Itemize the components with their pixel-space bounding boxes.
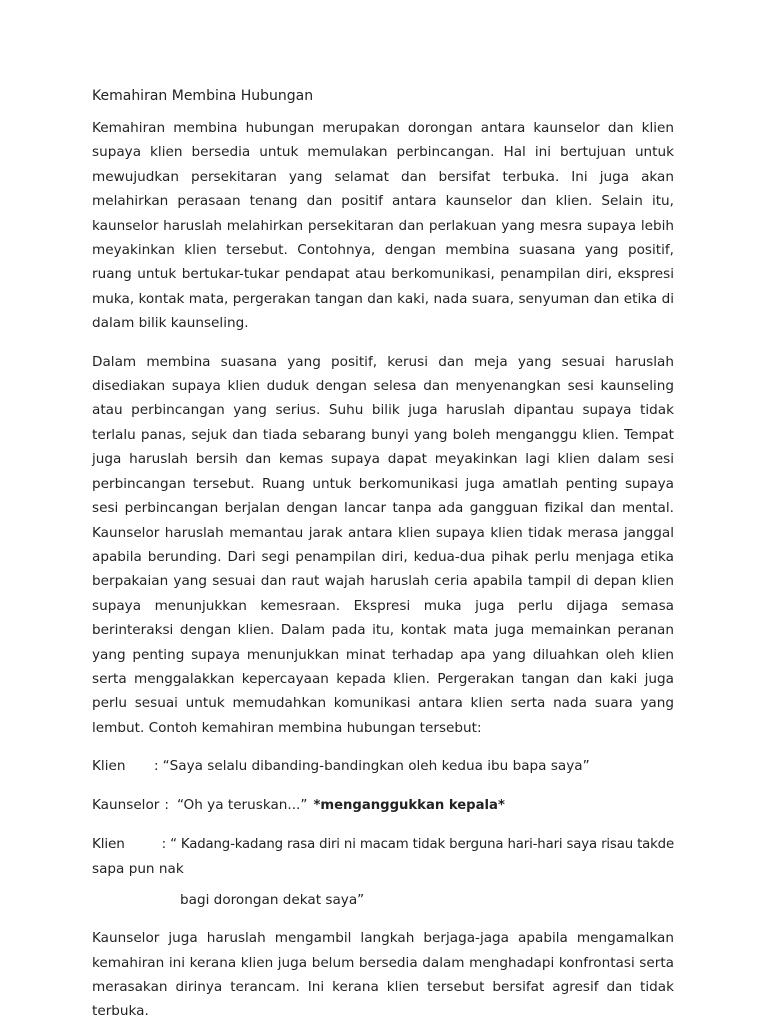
dialogue-text: “Oh ya teruskan...” bbox=[176, 796, 308, 813]
dialogue-continuation: sapa pun nak bbox=[92, 861, 184, 878]
dialogue-colon: : bbox=[161, 835, 167, 852]
dialogue-continuation-indented: bagi dorongan dekat saya” bbox=[180, 891, 365, 908]
dialogue-colon: : bbox=[154, 758, 159, 775]
dialogue-text: “ Kadang-kadang rasa diri ni macam tidak berguna hari-hari saya risau takde bbox=[170, 836, 674, 852]
dialogue-line-1 bbox=[92, 754, 674, 778]
document-title: Kemahiran Membina Hubungan bbox=[92, 88, 314, 104]
dialogue-speaker: Kaunselor bbox=[92, 796, 160, 813]
dialogue-line-3 bbox=[92, 832, 674, 882]
dialogue-action-emphasis: *menganggukkan kepala* bbox=[313, 797, 505, 813]
dialogue-speaker: Klien bbox=[92, 835, 125, 852]
paragraph-intro: Kemahiran membina hubungan merupakan dorongan antara kaunselor dan klien supaya klien bersedia untuk memulakan perbincangan. Hal ini bertujuan untuk mewujudkan persekitaran yang selamat dan bersifat terbuka. Ini juga akan melahirkan perasaan tenang dan positif antara kaunselor dan klien. Selain itu, kaunselor haruslah melahirkan persekitaran dan perlakuan yang mesra supaya lebih meyakinkan klien tersebut. Contohnya, dengan membina suasana yang positif, ruang untuk bertukar-tukar pendapat atau berkomunikasi, penampilan diri, ekspresi muka, kontak mata, pergerakan tangan dan kaki, nada suara, senyuman dan etika di dalam bilik kaunseling. bbox=[92, 120, 674, 332]
dialogue-line-2 bbox=[92, 793, 674, 818]
dialogue-speaker: Klien bbox=[92, 758, 126, 775]
dialogue-text: “Saya selalu dibanding-bandingkan oleh kedua ibu bapa saya” bbox=[162, 758, 590, 775]
dialogue-colon: : bbox=[164, 796, 169, 813]
paragraph-closing: Kaunselor juga haruslah mengambil langkah berjaga-jaga apabila mengamalkan kemahiran ini kerana klien juga belum bersedia dalam menghadapi konfrontasi serta merasakan dirinya terancam. Ini kerana klien tersebut bersifat agresif dan tidak terbuka. bbox=[92, 930, 674, 1020]
paragraph-body: Dalam membina suasana yang positif, kerusi dan meja yang sesuai haruslah disediakan supaya klien duduk dengan selesa dan menyenangkan sesi kaunseling atau perbincangan yang serius. Suhu bilik juga haruslah dipantau supaya tidak terlalu panas, sejuk dan tiada sebarang bunyi yang boleh menganggu klien. Tempat juga haruslah bersih dan kemas supaya dapat meyakinkan lagi klien dalam sesi perbincangan tersebut. Ruang untuk berkomunikasi juga amatlah penting supaya sesi perbincangan berjalan dengan lancar tanpa ada gangguan fizikal dan mental. Kaunselor haruslah memantau jarak antara klien supaya klien tidak merasa janggal apabila berunding. Dari segi penampilan diri, kedua-dua pihak perlu menjaga etika berpakaian yang sesuai dan raut wajah haruslah ceria apabila tampil di depan klien supaya menunjukkan kemesraan. Ekspresi muka juga perlu dijaga semasa berinteraksi dengan klien. Dalam pada itu, kontak mata juga memainkan peranan yang penting supaya menunjukkan minat terhadap apa yang diluahkan oleh klien serta menggalakkan kepercayaan kepada klien. Pergerakan tangan dan kaki juga perlu sesuai untuk memudahkan komunikasi antara klien serta nada suara yang lembut. Contoh kemahiran membina hubungan tersebut: bbox=[92, 353, 674, 736]
